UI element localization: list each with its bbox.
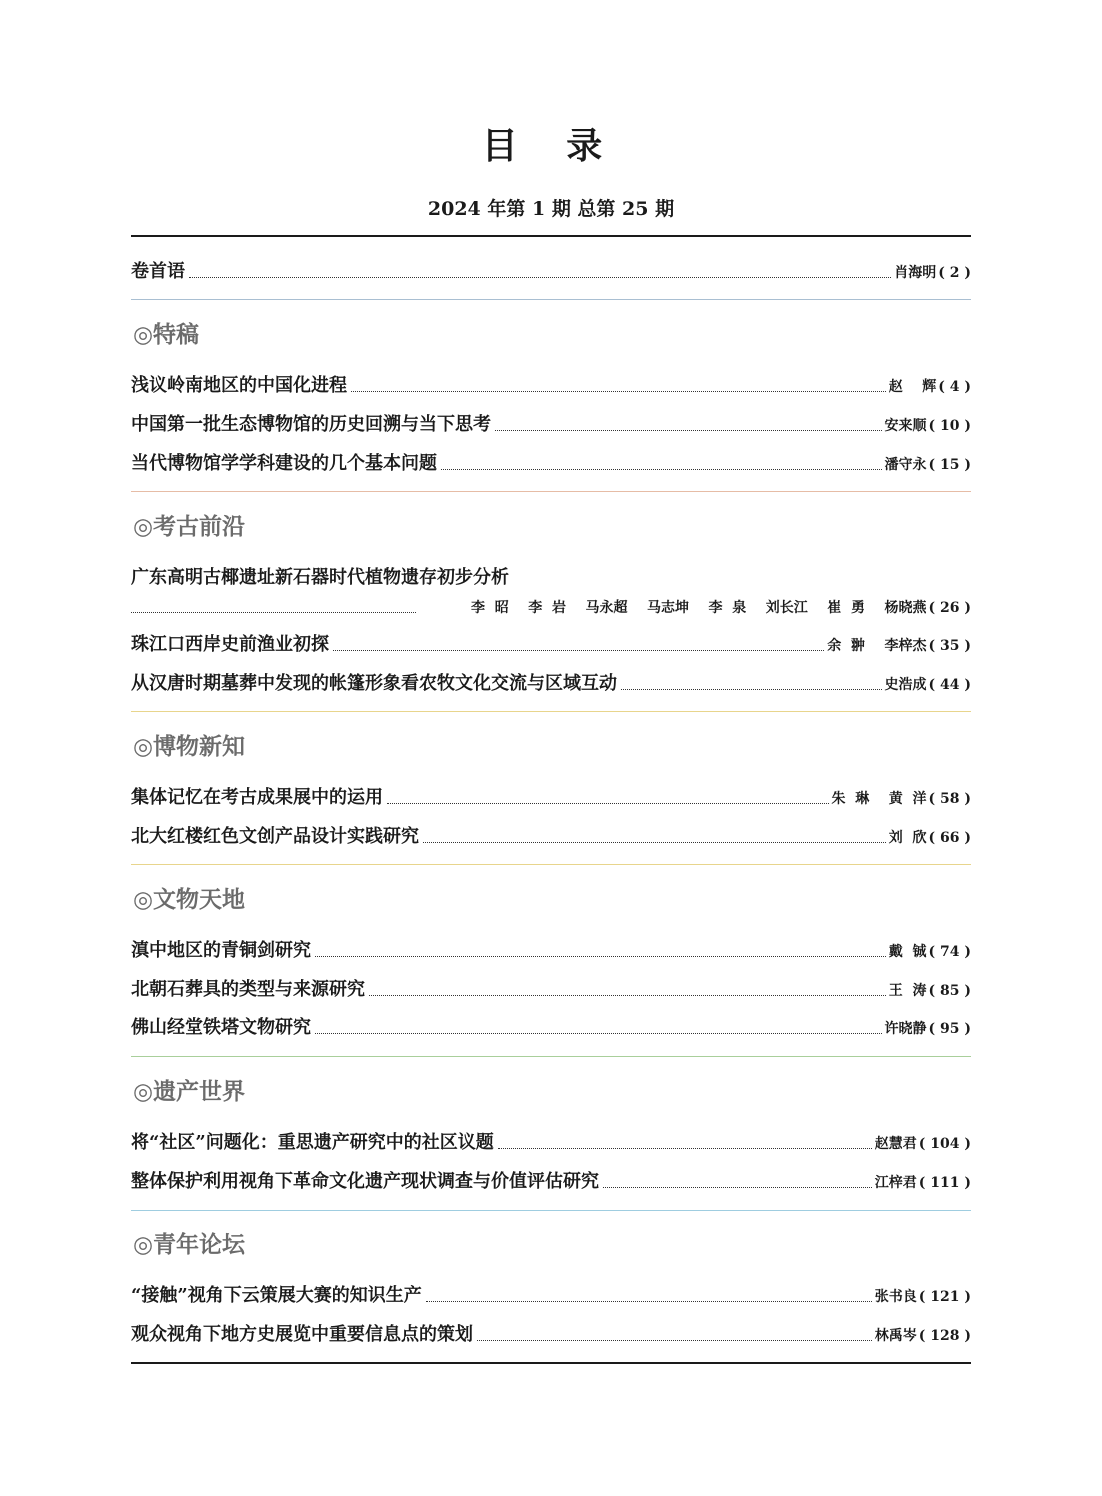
- entry-title: 中国第一批生态博物馆的历史回溯与当下思考: [131, 414, 491, 435]
- entry-author: 林禹岑: [874, 1328, 917, 1344]
- page-title: 目 录: [481, 125, 621, 167]
- toc-entry[interactable]: [131, 447, 971, 477]
- entry-page: ( 35 ): [928, 638, 971, 654]
- entry-page: ( 85 ): [928, 983, 971, 999]
- section-rule: [131, 864, 971, 865]
- issue-line: 2024 年第 1 期 总第 25 期: [427, 198, 675, 220]
- dot-leader: [426, 1301, 872, 1302]
- section-heading: ◎特稿: [133, 321, 199, 348]
- entry-author: 赵 辉: [888, 379, 937, 395]
- toc-entry[interactable]: [131, 781, 971, 811]
- section-rule: [131, 711, 971, 712]
- entry-author: 王 涛: [888, 983, 927, 999]
- dot-leader: [621, 689, 882, 690]
- section-heading: ◎考古前沿: [133, 513, 245, 540]
- section-mark-icon: ◎: [133, 322, 154, 348]
- entry-page: ( 128 ): [918, 1328, 971, 1344]
- entry-page: ( 15 ): [928, 457, 971, 473]
- entry-title: 北朝石葬具的类型与来源研究: [131, 979, 365, 1000]
- toc-entry[interactable]: [131, 369, 971, 399]
- entry-title: 滇中地区的青铜剑研究: [131, 940, 311, 961]
- section-mark-icon: ◎: [133, 1079, 154, 1105]
- toc-entry[interactable]: [131, 934, 971, 964]
- toc-entry-authors-line[interactable]: [131, 590, 971, 620]
- entry-author: 安来顺: [884, 418, 927, 434]
- entry-author: 李 昭 李 岩 马永超 马志坤 李 泉 刘长江 崔 勇 杨晓燕: [471, 600, 927, 616]
- entry-author: 朱 琳 黄 洋: [831, 791, 927, 807]
- dot-leader: [131, 612, 416, 613]
- entry-author: 张书良: [874, 1289, 917, 1305]
- dot-leader: [603, 1187, 872, 1188]
- entry-author: 江梓君: [874, 1175, 917, 1191]
- entry-title: “接触”视角下云策展大赛的知识生产: [131, 1285, 422, 1306]
- section-rule: [131, 491, 971, 492]
- toc-entry[interactable]: [131, 1279, 971, 1309]
- entry-title: 整体保护利用视角下革命文化遗产现状调查与价值评估研究: [131, 1171, 599, 1192]
- section-heading: ◎文物天地: [133, 886, 245, 913]
- dot-leader: [351, 391, 886, 392]
- section-mark-icon: ◎: [133, 734, 154, 760]
- toc-entry[interactable]: [131, 973, 971, 1003]
- section-mark-icon: ◎: [133, 514, 154, 540]
- entry-title: 北大红楼红色文创产品设计实践研究: [131, 826, 419, 847]
- section-mark-icon: ◎: [133, 887, 154, 913]
- bottom-rule: [131, 1362, 971, 1364]
- entry-author: 余 翀 李梓杰: [827, 638, 927, 654]
- entry-page: ( 2 ): [938, 265, 971, 281]
- toc-entry[interactable]: [131, 1318, 971, 1348]
- toc-entry[interactable]: [131, 408, 971, 438]
- dot-leader: [495, 430, 882, 431]
- entry-title: 观众视角下地方史展览中重要信息点的策划: [131, 1324, 473, 1345]
- toc-entry[interactable]: [131, 820, 971, 850]
- section-rule: [131, 1210, 971, 1211]
- entry-title: 卷首语: [131, 261, 185, 282]
- entry-title: 将“社区”问题化：重思遗产研究中的社区议题: [131, 1132, 494, 1153]
- toc-entry[interactable]: [131, 1011, 971, 1041]
- dot-leader: [189, 277, 891, 278]
- toc-entry[interactable]: [131, 1126, 971, 1156]
- entry-author: 赵慧君: [874, 1136, 917, 1152]
- entry-title: 从汉唐时期墓葬中发现的帐篷形象看农牧文化交流与区域互动: [131, 673, 617, 694]
- entry-title: 集体记忆在考古成果展中的运用: [131, 787, 383, 808]
- section-heading: ◎博物新知: [133, 733, 245, 760]
- toc-entry[interactable]: [131, 1165, 971, 1195]
- entry-author: 刘 欣: [888, 830, 927, 846]
- toc-entry[interactable]: [131, 628, 971, 658]
- dot-leader: [423, 842, 886, 843]
- entry-title: 广东高明古椰遗址新石器时代植物遗存初步分析: [131, 567, 509, 588]
- entry-page: ( 104 ): [918, 1136, 971, 1152]
- entry-title: 佛山经堂铁塔文物研究: [131, 1017, 311, 1038]
- entry-page: ( 95 ): [928, 1021, 971, 1037]
- entry-title: 当代博物馆学学科建设的几个基本问题: [131, 453, 437, 474]
- entry-page: ( 44 ): [928, 677, 971, 693]
- entry-page: ( 111 ): [918, 1175, 971, 1191]
- entry-page: ( 66 ): [928, 830, 971, 846]
- section-mark-icon: ◎: [133, 1232, 154, 1258]
- section-heading: ◎遗产世界: [133, 1078, 245, 1105]
- entry-page: ( 10 ): [928, 418, 971, 434]
- entry-author: 许晓静: [884, 1021, 927, 1037]
- entry-author: 肖海明: [894, 265, 937, 281]
- section-rule: [131, 299, 971, 300]
- dot-leader: [387, 803, 829, 804]
- entry-page: ( 4 ): [938, 379, 971, 395]
- toc-entry-multiline[interactable]: [131, 561, 971, 591]
- dot-leader: [315, 956, 886, 957]
- top-rule: [131, 235, 971, 237]
- entry-author: 戴 铖: [888, 944, 927, 960]
- section-heading: ◎青年论坛: [133, 1231, 245, 1258]
- entry-title: 浅议岭南地区的中国化进程: [131, 375, 347, 396]
- entry-page: ( 26 ): [928, 600, 971, 616]
- dot-leader: [315, 1033, 882, 1034]
- section-rule: [131, 1056, 971, 1057]
- dot-leader: [441, 469, 882, 470]
- dot-leader: [477, 1340, 872, 1341]
- entry-page: ( 74 ): [928, 944, 971, 960]
- entry-author: 潘守永: [884, 457, 927, 473]
- entry-author: 史浩成: [884, 677, 927, 693]
- dot-leader: [369, 995, 886, 996]
- dot-leader: [333, 650, 824, 651]
- dot-leader: [498, 1148, 872, 1149]
- entry-page: ( 121 ): [918, 1289, 971, 1305]
- entry-page: ( 58 ): [928, 791, 971, 807]
- toc-entry-preface[interactable]: [131, 255, 971, 285]
- toc-entry[interactable]: [131, 667, 971, 697]
- entry-title: 珠江口西岸史前渔业初探: [131, 634, 329, 655]
